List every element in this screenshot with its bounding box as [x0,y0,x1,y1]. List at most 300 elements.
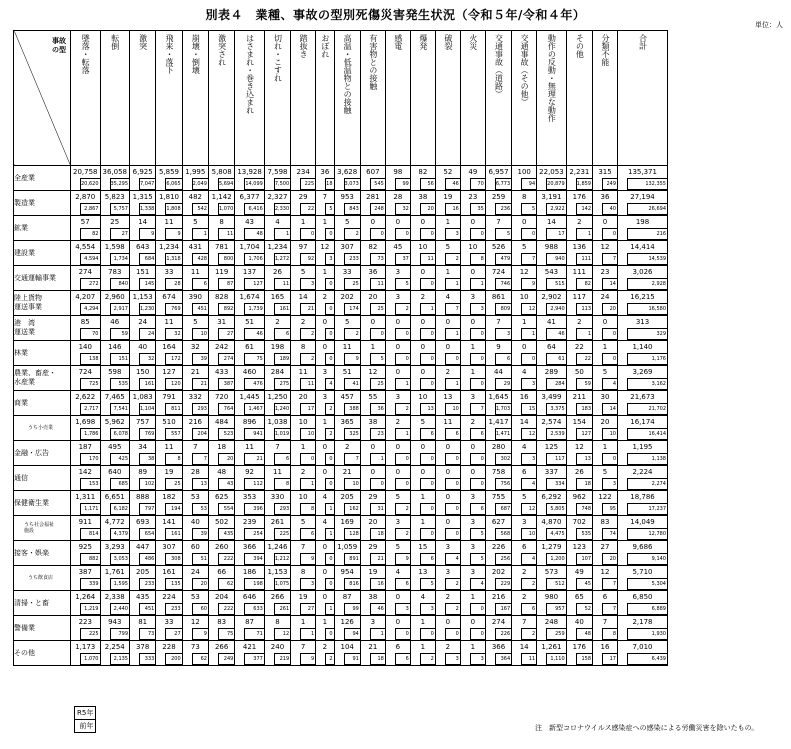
current-year-value: 22 [574,343,584,351]
current-year-value: 0 [470,268,476,276]
current-year-value: 3 [322,368,328,376]
previous-year-value: 0 [445,353,460,365]
data-cell [235,316,265,341]
current-year-value: 40 [138,343,148,351]
previous-year-value: 82 [80,228,100,240]
previous-year-value: 769 [139,428,155,440]
previous-year-value: 12 [521,303,536,315]
data-cell [618,216,668,241]
data-cell [618,191,668,216]
previous-year-value: 1,212 [274,553,290,565]
previous-year-value: 28 [165,278,181,290]
previous-year-value: 8 [602,628,617,640]
current-year-value: 457 [340,393,354,401]
previous-year-value: 451 [139,603,155,615]
data-cell [385,616,410,641]
previous-year-value: 387 [218,378,234,390]
data-cell [182,416,208,441]
previous-year-value: 249 [218,653,234,665]
previous-year-value: 11 [274,278,290,290]
column-header-label: 交通事故（その他） [520,34,530,106]
previous-year-value: 20,620 [80,178,100,190]
previous-year-value: 2 [521,628,536,640]
data-cell [410,191,435,216]
data-cell [316,391,334,416]
data-cell [566,266,592,291]
current-year-value: 0 [470,468,476,476]
previous-year-value: 293 [192,403,208,415]
previous-year-value: 3 [521,453,536,465]
previous-year-value: 7,541 [110,403,130,415]
data-cell [334,641,360,666]
previous-year-value: 10 [344,478,360,490]
current-year-value: 6 [521,543,527,551]
current-year-value: 1 [300,218,306,226]
data-cell [485,466,511,491]
data-cell [435,366,460,391]
data-cell [291,466,316,491]
previous-year-value: 52 [576,603,592,615]
previous-year-value: 568 [495,528,511,540]
table-row [14,191,668,216]
current-year-value: 281 [366,193,380,201]
previous-year-value: 684 [139,253,155,265]
row-label: 商業 [14,391,71,416]
current-year-value: 7,465 [104,393,125,401]
previous-year-value: 3 [521,378,536,390]
data-cell [182,266,208,291]
data-cell [334,491,360,516]
previous-year-value: 325 [344,428,360,440]
previous-year-value: 6 [274,453,290,465]
data-cell [130,391,156,416]
data-cell [593,391,618,416]
previous-year-value: 1,075 [274,578,290,590]
current-year-value: 49 [574,568,584,576]
current-year-value: 0 [445,343,451,351]
previous-year-value: 5 [495,228,511,240]
current-year-value: 1,173 [75,643,96,651]
previous-year-value: 233 [165,603,181,615]
previous-year-value: 27 [218,328,234,340]
previous-year-value: 9,140 [627,553,667,565]
previous-year-value: 4 [445,553,460,565]
current-year-value: 1,261 [541,643,562,651]
previous-year-value: 339 [80,578,100,590]
current-year-value: 21 [368,643,378,651]
column-header-label: 爆発 [418,34,428,50]
current-year-value: 52 [443,168,453,176]
previous-year-value: 59 [576,378,592,390]
data-cell [360,216,385,241]
data-cell [182,366,208,391]
data-cell [130,491,156,516]
data-cell [593,341,618,366]
current-year-value: 1 [420,518,426,526]
current-year-value: 125 [544,443,559,451]
previous-year-value: 256 [495,553,511,565]
previous-year-value: 3,073 [344,178,360,190]
data-cell [360,366,385,391]
current-year-value: 5 [602,368,608,376]
data-cell [485,291,511,316]
previous-year-value: 9 [139,228,155,240]
previous-year-value: 2,928 [627,278,667,290]
previous-year-value: 6,889 [627,603,667,615]
current-year-value: 724 [491,268,506,276]
previous-year-value: 216 [627,228,667,240]
data-cell [410,541,435,566]
data-cell [156,391,182,416]
previous-year-value: 6 [470,428,485,440]
data-cell [208,341,234,366]
current-year-value: 274 [491,618,506,626]
previous-year-value: 0 [370,478,385,490]
current-year-value: 5 [395,543,401,551]
data-cell [360,241,385,266]
previous-year-value: 46 [244,328,264,340]
column-header-label: 高温・低温物との接触 [343,34,353,114]
previous-year-value: 2,867 [80,203,100,215]
data-cell [537,191,567,216]
previous-year-value: 2,922 [546,203,566,215]
data-cell [291,616,316,641]
data-cell [537,416,567,441]
data-cell [410,441,435,466]
data-cell [512,241,537,266]
previous-year-value: 10 [602,428,617,440]
current-year-value: 289 [544,368,559,376]
previous-year-value: 892 [218,303,234,315]
current-year-value: 783 [108,268,122,276]
data-cell [156,166,182,191]
current-year-value: 1 [322,418,328,426]
previous-year-value: 1,200 [546,553,566,565]
previous-year-value: 45 [576,578,592,590]
current-year-value: 781 [214,243,229,251]
footnote: 注 新型コロナウイルス感染症への感染による労働災害を除いたもの。 [535,724,759,732]
data-cell [235,341,265,366]
current-year-value: 0 [420,468,426,476]
previous-year-value: 940 [546,253,566,265]
current-year-value: 0 [395,318,401,326]
data-cell [460,641,485,666]
current-year-value: 150 [135,368,150,376]
previous-year-value: 51 [192,553,208,565]
data-cell [360,541,385,566]
previous-year-value: 0 [470,353,485,365]
data-cell [208,566,234,591]
current-year-value: 510 [162,418,176,426]
data-cell [156,641,182,666]
previous-year-value: 22 [300,203,315,215]
data-cell [264,291,290,316]
current-year-value: 1 [521,318,527,326]
previous-year-value: 0 [325,628,333,640]
current-year-value: 0 [420,443,426,451]
data-cell [208,591,234,616]
current-year-value: 2 [322,293,328,301]
current-year-value: 3,293 [104,543,125,551]
current-year-value: 14 [138,218,148,226]
data-cell [291,416,316,441]
table-row [14,516,668,541]
column-header-label: 崩壊・倒壊 [191,34,201,74]
current-year-value: 3 [445,543,451,551]
current-year-value: 1,234 [267,243,288,251]
current-year-value: 223 [78,618,92,626]
current-year-value: 13,928 [237,168,262,176]
current-year-value: 13 [418,568,428,576]
previous-year-value: 1,786 [80,428,100,440]
data-cell [435,316,460,341]
data-cell [512,191,537,216]
previous-year-value: 0 [521,353,536,365]
current-year-value: 353 [242,493,257,501]
data-cell [512,391,537,416]
previous-year-value: 71 [244,628,264,640]
data-cell [410,466,435,491]
data-cell [485,616,511,641]
data-cell [182,291,208,316]
data-cell [410,591,435,616]
data-cell [71,541,101,566]
current-year-value: 0 [395,618,401,626]
data-cell [618,366,668,391]
current-year-value: 573 [544,568,559,576]
current-year-value: 5 [420,418,426,426]
data-cell [156,216,182,241]
data-cell [182,591,208,616]
data-cell [182,466,208,491]
previous-year-value: 9 [344,353,360,365]
data-cell [264,266,290,291]
data-cell [435,291,460,316]
current-year-value: 8 [300,343,306,351]
current-year-value: 7 [300,643,306,651]
data-cell [208,291,234,316]
current-year-value: 38 [418,193,428,201]
data-cell [156,241,182,266]
previous-year-value: 515 [546,278,566,290]
data-cell [566,616,592,641]
current-year-value: 0 [470,443,476,451]
current-year-value: 3 [395,268,401,276]
current-year-value: 0 [420,318,426,326]
current-year-value: 1 [370,343,376,351]
data-cell [334,366,360,391]
previous-year-value: 535 [576,528,592,540]
data-cell [435,191,460,216]
current-year-value: 164 [162,343,176,351]
data-cell [182,491,208,516]
previous-year-value: 161 [139,378,155,390]
data-cell [264,641,290,666]
data-cell [182,566,208,591]
data-cell [235,191,265,216]
previous-year-value: 3 [470,303,485,315]
current-year-value: 44 [494,368,503,376]
data-cell [385,266,410,291]
data-cell [156,541,182,566]
data-cell [130,641,156,666]
data-cell [435,441,460,466]
current-year-value: 40 [190,518,200,526]
column-header [235,31,265,166]
data-cell [100,416,130,441]
data-cell [100,316,130,341]
row-label: 鉱業 [14,216,71,241]
previous-year-value: 18 [370,653,385,665]
data-cell [100,191,130,216]
current-year-value: 89 [138,468,148,476]
current-year-value: 19 [164,468,174,476]
current-year-value: 176 [572,193,587,201]
data-cell [130,191,156,216]
data-cell [485,591,511,616]
previous-year-value: 554 [218,503,234,515]
current-year-value: 2,231 [569,168,590,176]
previous-year-value: 7 [602,603,617,615]
data-cell [334,516,360,541]
data-cell [512,341,537,366]
previous-year-value: 3 [395,603,410,615]
current-year-value: 14 [519,418,529,426]
previous-year-value: 0 [470,478,485,490]
table-row [14,466,668,491]
data-cell [512,266,537,291]
previous-year-value: 2 [325,653,333,665]
data-cell [334,291,360,316]
previous-year-value: 1,240 [274,403,290,415]
data-cell [130,216,156,241]
previous-year-value: 62 [218,578,234,590]
data-cell [316,641,334,666]
current-year-value: 0 [370,218,376,226]
data-cell [334,416,360,441]
row-label: 交通運輸事業 [14,266,71,291]
data-cell [182,516,208,541]
current-year-value: 6,957 [488,168,509,176]
table-row [14,541,668,566]
previous-year-value: 135 [165,578,181,590]
current-year-value: 828 [214,293,229,301]
data-cell [360,516,385,541]
current-year-value: 127 [162,368,176,376]
data-cell [235,266,265,291]
data-cell [410,416,435,441]
data-cell [264,466,290,491]
data-cell [182,166,208,191]
data-cell [100,241,130,266]
data-cell [316,591,334,616]
previous-year-value: 17,237 [627,503,667,515]
previous-year-value: 6 [470,503,485,515]
current-year-value: 7 [496,318,501,326]
previous-year-value: 957 [546,603,566,615]
current-year-value: 12 [574,443,584,451]
current-year-value: 640 [108,468,122,476]
table-row [14,441,668,466]
current-year-value: 1,142 [211,193,232,201]
data-cell [566,566,592,591]
previous-year-value: 451 [192,303,208,315]
current-year-value: 73 [190,643,200,651]
data-cell [385,491,410,516]
data-cell [593,241,618,266]
current-year-value: 18 [217,443,227,451]
current-year-value: 205 [340,493,354,501]
data-cell [618,516,668,541]
previous-year-value: 2 [395,403,410,415]
previous-year-value: 16 [445,203,460,215]
data-cell [593,416,618,441]
current-year-value: 5 [521,243,527,251]
data-cell [435,541,460,566]
previous-year-value: 0 [395,353,410,365]
current-year-value: 204 [214,593,229,601]
previous-year-value: 1,734 [110,253,130,265]
previous-year-value: 0 [420,478,435,490]
data-cell [512,541,537,566]
current-year-value: 0 [445,468,451,476]
current-year-value: 14,414 [630,243,655,251]
previous-year-value: 200 [165,653,181,665]
current-year-value: 151 [135,268,150,276]
data-cell [566,441,592,466]
previous-year-value: 891 [344,553,360,565]
current-year-value: 1,315 [132,193,153,201]
previous-year-value: 0 [420,628,435,640]
previous-year-value: 545 [370,178,385,190]
current-year-value: 911 [78,518,92,526]
previous-year-value: 82 [576,278,592,290]
data-cell [100,566,130,591]
data-cell [512,641,537,666]
data-cell [208,441,234,466]
current-year-value: 19 [443,193,453,201]
current-year-value: 1 [602,443,608,451]
current-year-value: 1,311 [75,493,96,501]
previous-year-value: 308 [165,553,181,565]
current-year-value: 2 [445,643,451,651]
previous-year-value: 1,070 [80,653,100,665]
previous-year-value: 27 [165,628,181,640]
data-cell [235,216,265,241]
data-cell [235,466,265,491]
data-cell [130,316,156,341]
previous-year-value: 4,475 [546,528,566,540]
current-year-value: 5 [193,318,198,326]
previous-year-value: 2,330 [274,203,290,215]
data-cell [593,266,618,291]
previous-year-value: 535 [110,378,130,390]
previous-year-value: 396 [244,503,264,515]
previous-year-value: 102 [139,478,155,490]
current-year-value: 4 [322,493,328,501]
previous-year-value: 25 [370,303,385,315]
current-year-value: 4,554 [75,243,96,251]
current-year-value: 6,850 [632,593,653,601]
data-cell [291,516,316,541]
previous-year-value: 8 [274,478,290,490]
data-cell [537,166,567,191]
current-year-value: 2 [344,443,350,451]
data-cell [618,566,668,591]
previous-year-value: 3,162 [627,378,667,390]
current-year-value: 2,327 [267,193,288,201]
current-year-value: 18,786 [630,493,655,501]
